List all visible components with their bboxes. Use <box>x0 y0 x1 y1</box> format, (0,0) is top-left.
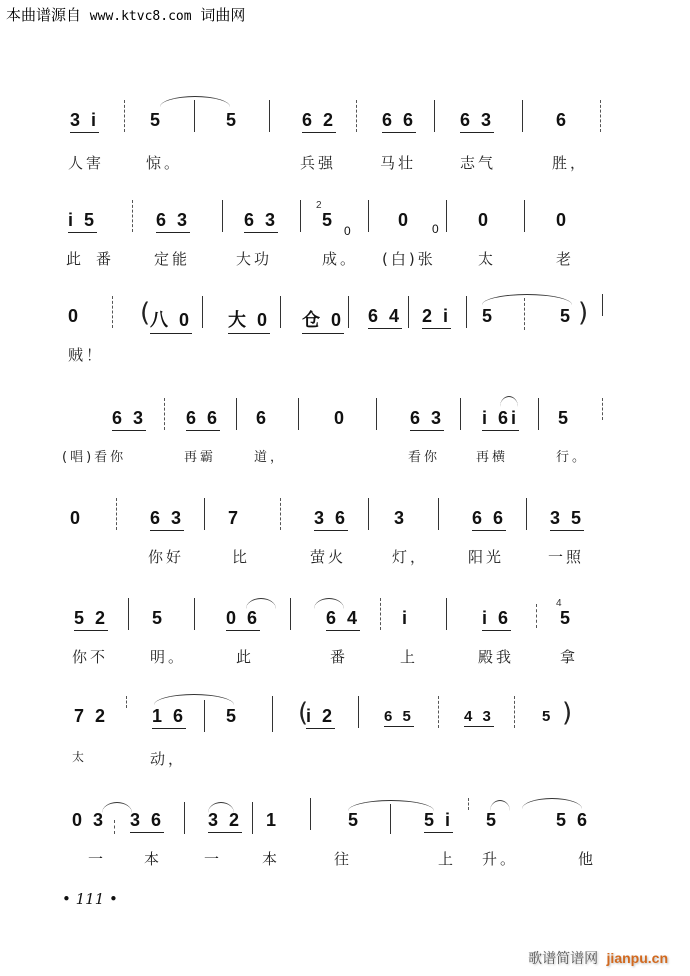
note: 0 <box>478 210 492 230</box>
note: 5 <box>542 708 554 725</box>
lyric: 殿我 <box>478 648 515 666</box>
lyric: 你好 <box>148 548 185 566</box>
bar-line <box>408 296 409 328</box>
lyric: 阳光 <box>468 548 505 566</box>
slur <box>102 802 132 813</box>
note: 6 3 <box>244 210 278 233</box>
lyric: 他 <box>578 850 597 868</box>
bar-line <box>310 798 311 830</box>
bar-line <box>202 296 203 328</box>
lyric: 马壮 <box>380 154 417 172</box>
open-parenthesis: ( <box>298 698 309 728</box>
bar-line <box>390 804 391 834</box>
note: i <box>402 608 411 628</box>
note: 1 6 <box>152 706 186 729</box>
score-row-5 <box>0 498 690 578</box>
bar-line <box>438 498 439 530</box>
lyric: 此 <box>66 250 85 268</box>
lyric: 升。 <box>482 850 519 868</box>
grace-note: 2 <box>316 200 322 211</box>
note: 0 <box>70 508 84 528</box>
bar-line <box>348 296 349 328</box>
note: 7 <box>228 508 242 528</box>
bar-line <box>602 398 603 420</box>
bar-line <box>290 598 291 630</box>
grace-note: 4 <box>556 598 562 609</box>
note: 5 <box>482 306 496 326</box>
note: 6 <box>556 110 570 130</box>
lyric: 番 <box>96 250 115 268</box>
score-row-7 <box>0 696 690 776</box>
page-number: • 111 • <box>62 890 118 908</box>
note: 0 <box>344 224 354 238</box>
lyric: 太 <box>478 250 497 268</box>
note: 6 3 <box>410 408 444 431</box>
lyric: 你不 <box>72 648 109 666</box>
note: 仓 0 <box>302 306 344 334</box>
lyric: 往 <box>334 850 353 868</box>
bar-line <box>368 498 369 530</box>
note: 7 2 <box>74 706 109 726</box>
bar-line <box>376 398 377 430</box>
note: 大 0 <box>228 306 270 334</box>
lyric: 本 <box>144 850 163 868</box>
score-row-6 <box>0 598 690 678</box>
bar-line <box>446 200 447 232</box>
bar-line <box>204 498 205 530</box>
bar-line <box>194 598 195 630</box>
bar-line <box>184 802 185 834</box>
note: 6 3 <box>460 110 494 133</box>
note: 3 6 <box>314 508 348 531</box>
note: i 6i <box>482 408 519 431</box>
score-row-4 <box>0 398 690 478</box>
bar-line <box>600 100 601 132</box>
note: 6 5 <box>384 708 414 725</box>
bar-line <box>298 398 299 430</box>
lyric: (唱)看你 <box>62 450 127 465</box>
slur <box>500 396 518 407</box>
bar-line <box>132 200 133 232</box>
bar-line <box>222 200 223 232</box>
bar-line <box>164 398 165 430</box>
close-parenthesis: ) <box>562 698 573 728</box>
bar-line <box>112 296 113 328</box>
bar-line <box>526 498 527 530</box>
note: 6 4 <box>326 608 360 631</box>
lyric: 一照 <box>548 548 585 566</box>
lyric: 一 <box>88 850 107 868</box>
bar-line <box>380 598 381 630</box>
lyric: (白)张 <box>382 250 436 268</box>
lyric: 上 <box>438 850 457 868</box>
note: 5 <box>226 706 240 726</box>
bar-line <box>126 696 127 708</box>
bar-line <box>368 200 369 232</box>
note: 3 2 <box>208 810 242 833</box>
lyric: 定能 <box>154 250 191 268</box>
score-row-3 <box>0 296 690 376</box>
note: 6 <box>256 408 270 428</box>
lyric: 太 <box>72 750 88 764</box>
lyric: 比 <box>232 548 251 566</box>
note: 3 5 <box>550 508 584 531</box>
note: 八 0 <box>150 306 192 334</box>
note: 5 <box>560 306 574 326</box>
bar-line <box>280 296 281 328</box>
note: 5 2 <box>74 608 108 631</box>
lyric: 兵强 <box>300 154 337 172</box>
lyric: 动， <box>150 750 187 768</box>
note: 3 i <box>70 110 99 133</box>
bar-line <box>269 100 270 132</box>
note: 6 6 <box>382 110 416 133</box>
note: 6 3 <box>156 210 190 233</box>
lyric: 上 <box>400 648 419 666</box>
bar-line <box>204 700 205 732</box>
bar-line <box>514 696 515 728</box>
footer-site-url[interactable]: jianpu.cn <box>606 950 668 966</box>
note: 0 <box>556 210 570 230</box>
note: 5 <box>152 608 166 628</box>
lyric: 拿 <box>560 648 579 666</box>
bar-line <box>252 802 253 834</box>
lyric: 萤火 <box>310 548 347 566</box>
open-parenthesis: ( <box>140 298 151 328</box>
lyric: 一 <box>204 850 223 868</box>
lyric: 道， <box>254 450 287 465</box>
note: 5 <box>322 210 336 230</box>
watermark-footer <box>528 948 668 968</box>
note: 0 6 <box>226 608 260 631</box>
bar-line <box>116 498 117 530</box>
footer-site-name: 歌谱简谱网 <box>528 951 599 967</box>
bar-line <box>460 398 461 430</box>
lyric: 胜， <box>552 154 589 172</box>
note: 5 i <box>424 810 453 833</box>
lyric: 明。 <box>150 648 187 666</box>
lyric: 大功 <box>236 250 273 268</box>
bar-line <box>194 100 195 132</box>
score-row-1 <box>0 100 690 180</box>
lyric: 番 <box>330 648 349 666</box>
bar-line <box>538 398 539 430</box>
note: 3 <box>394 508 408 528</box>
slur <box>154 694 234 705</box>
score-row-2 <box>0 200 690 280</box>
slur <box>482 294 572 305</box>
lyric: 成。 <box>322 250 359 268</box>
header-prefix: 本曲谱源自 <box>6 6 82 24</box>
note: i 2 <box>306 706 335 729</box>
bar-line <box>128 598 129 630</box>
lyric: 再霸 <box>184 450 217 465</box>
lyric: 贼！ <box>68 346 105 364</box>
note: 5 <box>560 608 574 628</box>
note: i 6 <box>482 608 511 631</box>
note: 0 <box>334 408 348 428</box>
note: 5 <box>226 110 240 130</box>
note: 1 <box>266 810 280 830</box>
bar-line <box>602 294 603 316</box>
bar-line <box>522 100 523 132</box>
lyric: 此 <box>236 648 255 666</box>
header-url[interactable]: www.ktvc8.com <box>89 9 192 24</box>
lyric: 行。 <box>556 450 589 465</box>
note: 3 6 <box>130 810 164 833</box>
note: 6 3 <box>112 408 146 431</box>
note: 6 4 <box>368 306 402 329</box>
note: 5 <box>348 810 362 830</box>
lyric: 人害 <box>68 154 105 172</box>
lyric: 本 <box>262 850 281 868</box>
bar-line <box>446 598 447 630</box>
close-parenthesis: ) <box>578 298 589 328</box>
note: 0 <box>432 222 442 236</box>
bar-line <box>468 798 469 810</box>
bar-line <box>124 100 125 132</box>
note: 2 i <box>422 306 451 329</box>
note: 6 3 <box>150 508 184 531</box>
note: 4 3 <box>464 708 494 725</box>
bar-line <box>434 100 435 132</box>
bar-line <box>356 100 357 132</box>
note: 6 6 <box>186 408 220 431</box>
slur <box>160 96 230 107</box>
note: 0 3 <box>72 810 107 830</box>
note: 5 <box>558 408 572 428</box>
note: 0 <box>398 210 412 230</box>
bar-line <box>524 200 525 232</box>
note: i 5 <box>68 210 97 233</box>
note: 6 6 <box>472 508 506 531</box>
slur <box>522 798 582 809</box>
bar-line <box>438 696 439 728</box>
bar-line <box>300 200 301 232</box>
source-header <box>6 4 245 25</box>
note: 5 <box>486 810 500 830</box>
note: 6 2 <box>302 110 336 133</box>
lyric: 看你 <box>408 450 441 465</box>
lyric: 再横 <box>476 450 509 465</box>
note: 0 <box>68 306 82 326</box>
bar-line <box>236 398 237 430</box>
bar-line <box>466 296 467 328</box>
lyric: 志气 <box>460 154 497 172</box>
header-suffix: 词曲网 <box>200 6 246 24</box>
bar-line <box>524 298 525 330</box>
bar-line <box>280 498 281 530</box>
note: 5 6 <box>556 810 591 830</box>
lyric: 惊。 <box>146 154 183 172</box>
bar-line <box>536 604 537 628</box>
lyric: 灯， <box>392 548 429 566</box>
lyric: 老 <box>556 250 575 268</box>
bar-line <box>272 696 273 732</box>
bar-line <box>358 696 359 728</box>
score-row-8 <box>0 794 690 874</box>
bar-line <box>114 820 115 834</box>
note: 5 <box>150 110 164 130</box>
